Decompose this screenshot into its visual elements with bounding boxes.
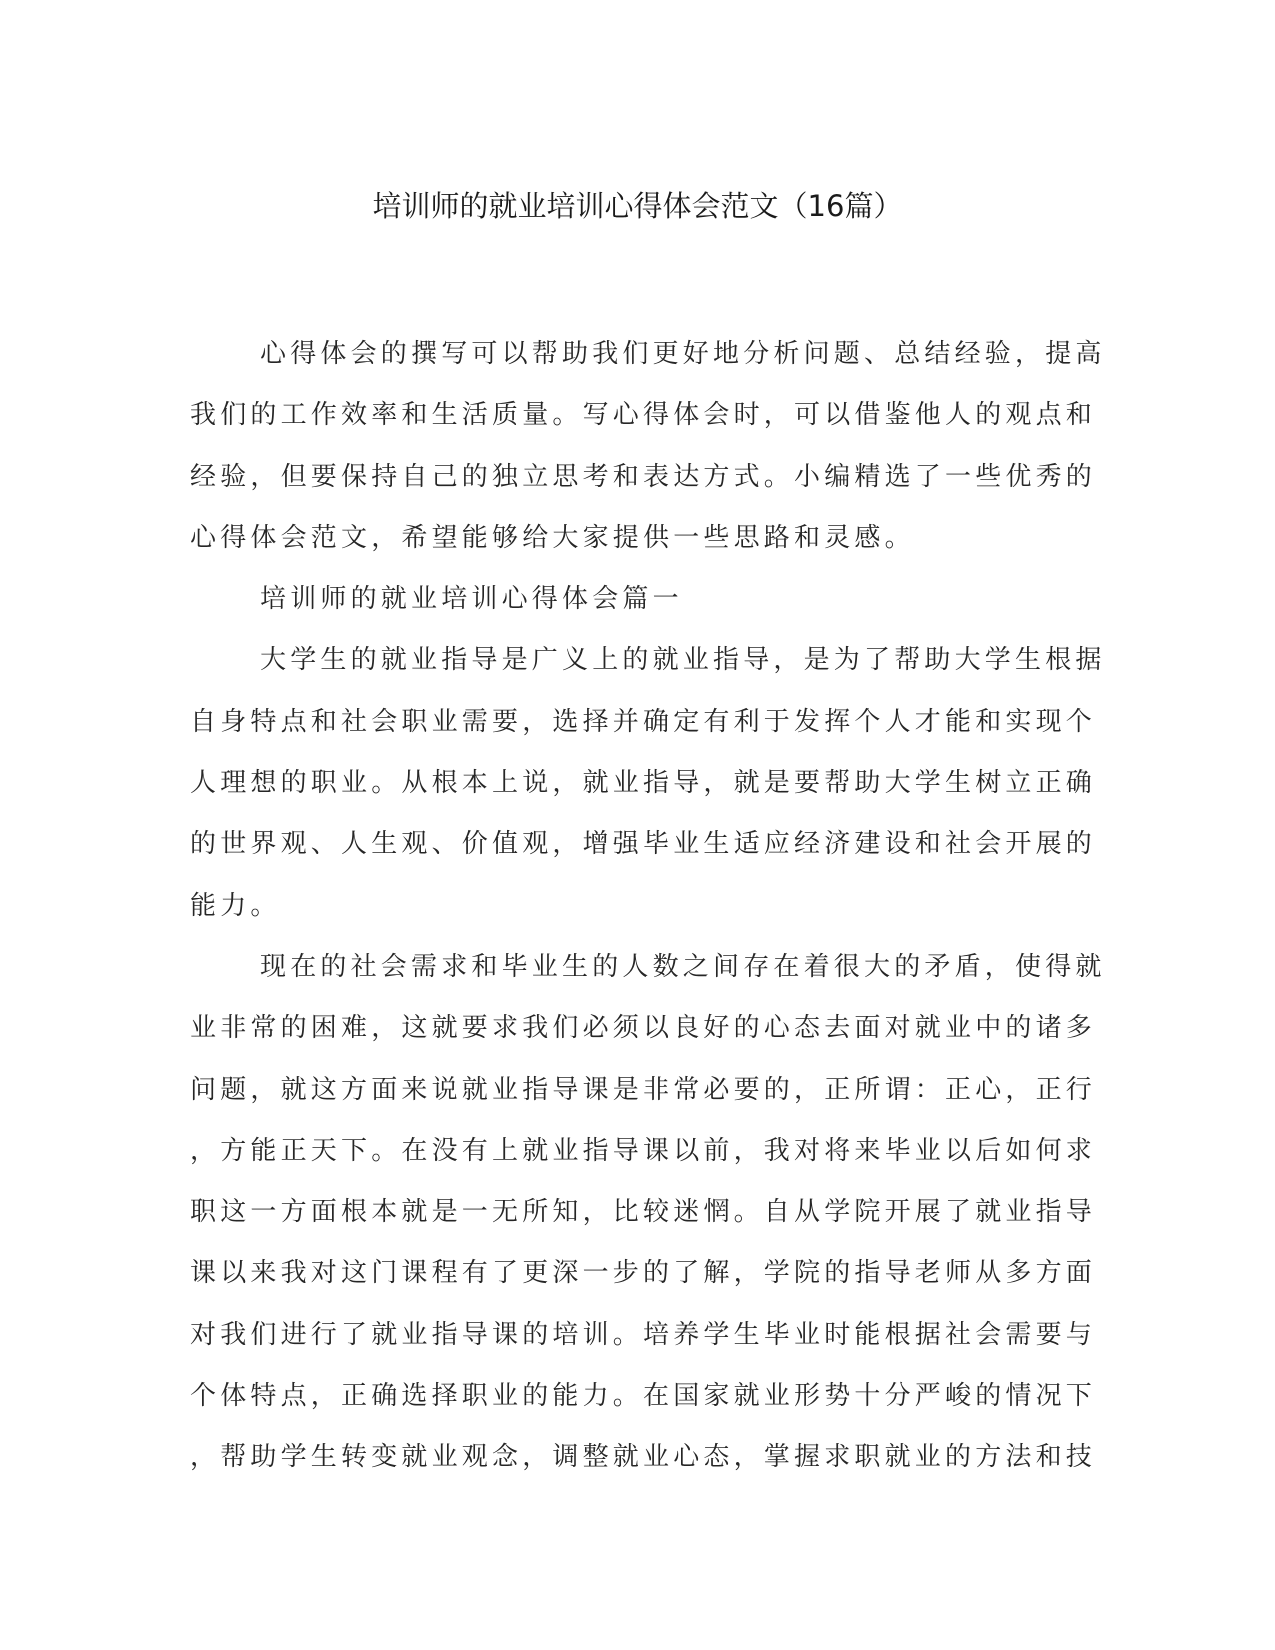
text-line: 课以来我对这门课程有了更深一步的了解，学院的指导老师从多方面 (190, 1258, 1097, 1289)
text-line: 现在的社会需求和毕业生的人数之间存在着很大的矛盾，使得就 (260, 951, 1106, 982)
text-line: 能力。 (190, 890, 281, 921)
text-line: 大学生的就业指导是广义上的就业指导，是为了帮助大学生根据 (260, 645, 1106, 676)
text-line: 自身特点和社会职业需要，选择并确定有利于发挥个人才能和实现个 (190, 706, 1097, 737)
text-line: 经验，但要保持自己的独立思考和表达方式。小编精选了一些优秀的 (190, 461, 1097, 492)
document-title: 培训师的就业培训心得体会范文（16篇） (372, 189, 903, 223)
text-line: 个体特点，正确选择职业的能力。在国家就业形势十分严峻的情况下 (190, 1381, 1097, 1412)
text-line: 职这一方面根本就是一无所知，比较迷惘。自从学院开展了就业指导 (190, 1197, 1097, 1228)
document-body (190, 324, 1106, 1489)
text-line: 人理想的职业。从根本上说，就业指导，就是要帮助大学生树立正确 (190, 768, 1097, 799)
text-line: 的世界观、人生观、价值观，增强毕业生适应经济建设和社会开展的 (190, 829, 1097, 860)
text-line: 心得体会的撰写可以帮助我们更好地分析问题、总结经验，提高 (260, 339, 1106, 369)
text-line: 心得体会范文，希望能够给大家提供一些思路和灵感。 (190, 522, 915, 553)
text-line: 我们的工作效率和生活质量。写心得体会时，可以借鉴他人的观点和 (190, 400, 1097, 431)
text-line: ，方能正天下。在没有上就业指导课以前，我对将来毕业以后如何求 (190, 1135, 1097, 1166)
text-line: 对我们进行了就业指导课的培训。培养学生毕业时能根据社会需要与 (190, 1319, 1097, 1350)
text-line: ，帮助学生转变就业观念，调整就业心态，掌握求职就业的方法和技 (190, 1442, 1097, 1473)
text-line: 业非常的困难，这就要求我们必须以良好的心态去面对就业中的诸多 (190, 1013, 1097, 1044)
text-line: 问题，就这方面来说就业指导课是非常必要的，正所谓：正心，正行 (190, 1074, 1097, 1105)
section-heading: 培训师的就业培训心得体会篇一 (260, 584, 683, 615)
